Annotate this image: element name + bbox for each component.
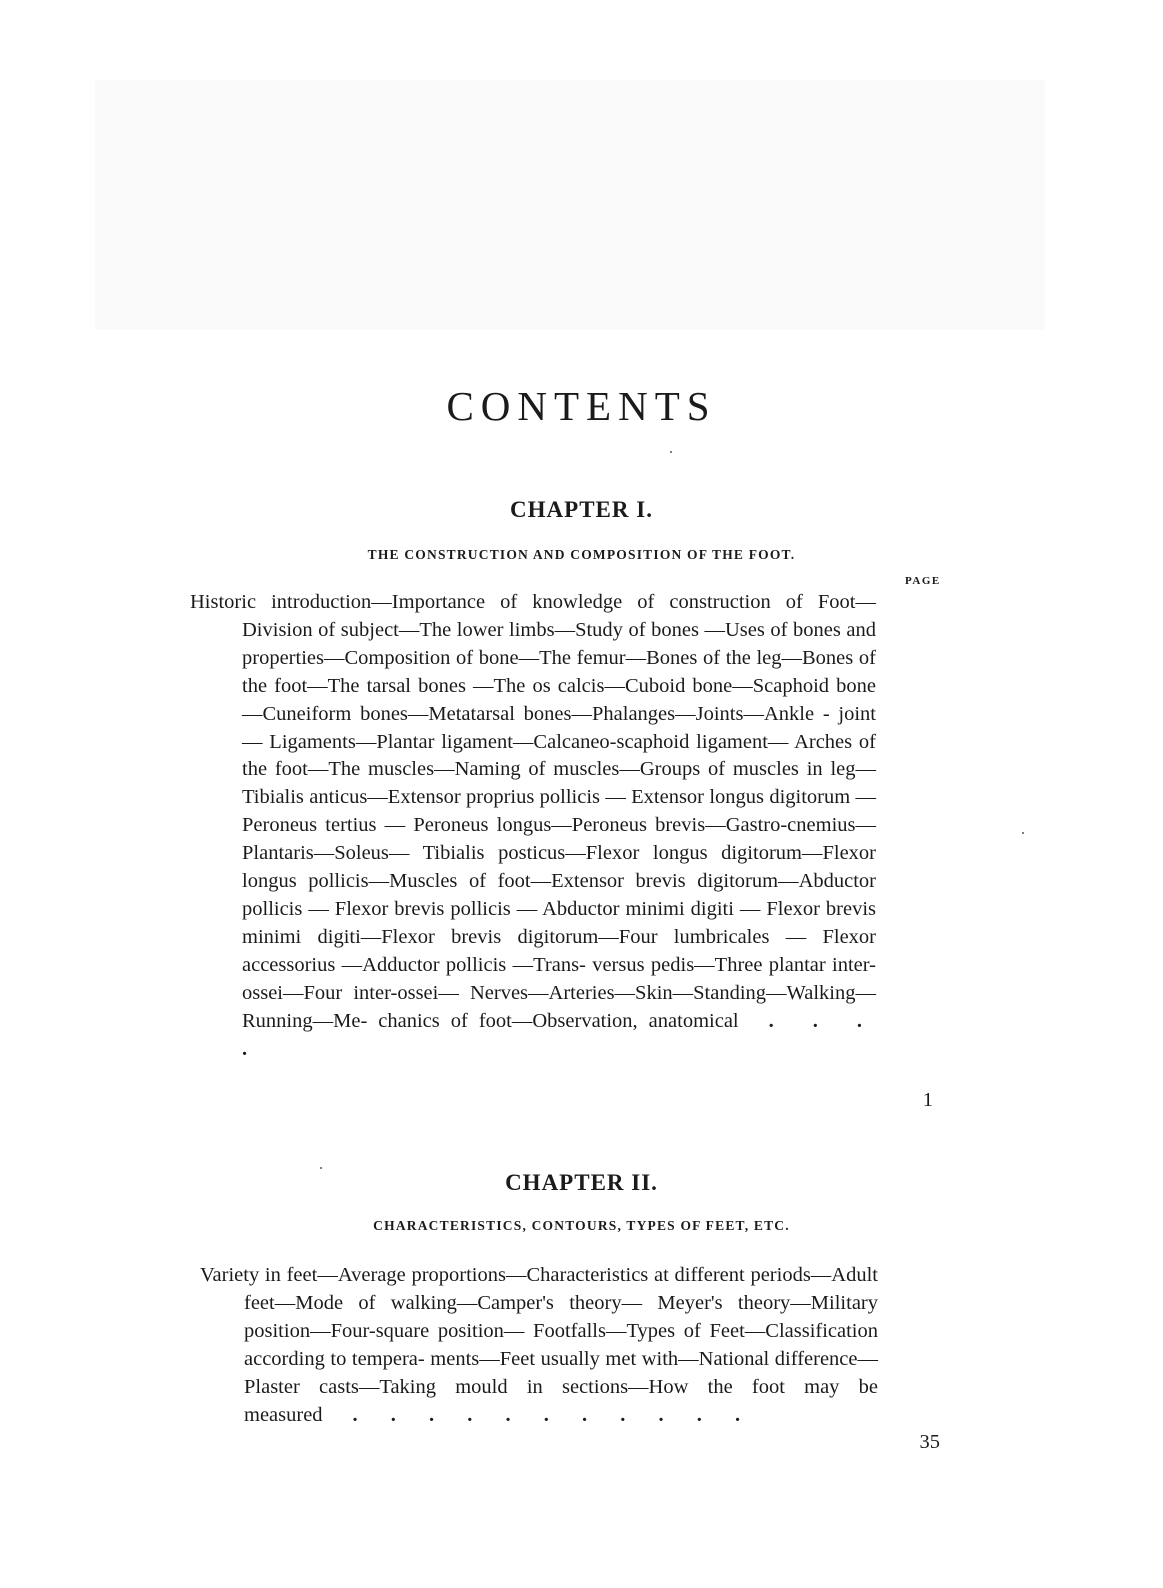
chapter-2-subtitle: CHARACTERISTICS, CONTOURS, TYPES OF FEET, ETC. xyxy=(373,1218,790,1233)
chapter-1-subtitle: THE CONSTRUCTION AND COMPOSITION OF THE FOOT. xyxy=(367,547,796,562)
chapter-2-page-number: 35 xyxy=(919,1431,940,1453)
chapter-1-summary-text: Historic introduction—Importance of knowledge of construction of Foot—Division of subject—The lower limbs—Study of bones —Uses of bones and properties—Composition of bone—The femur—Bones of the leg—Bones of the foot—The tarsal bones —The os calcis—Cuboid bone—Scaphoid bone—Cuneiform bones—Metatarsal bones—Phalanges—Joints—Ankle - joint— Ligaments—Plantar ligament—Calcaneo-scaphoid ligament— Arches of the foot—The muscles—Naming of muscles—Groups of muscles in leg—Tibialis anticus—Extensor proprius pollicis — Extensor longus digitorum — Peroneus tertius — Peroneus longus—Peroneus brevis—Gastro-cnemius—Plantaris—Soleus— Tibialis posticus—Flexor longus digitorum—Flexor longus pollicis—Muscles of foot—Extensor brevis digitorum—Abductor pollicis — Flexor brevis pollicis — Abductor minimi digiti — Flexor brevis minimi digiti—Flexor brevis digitorum—Four lumbricales — Flexor accessorius —Adductor pollicis —Trans- versus pedis—Three plantar inter-ossei—Four inter-ossei— Nerves—Arteries—Skin—Standing—Walking—Running—Me- chanics of foot—Observation, anatomical xyxy=(190,591,876,1032)
scan-speck xyxy=(320,1167,322,1169)
chapter-1-heading: CHAPTER I. xyxy=(510,497,653,522)
chapter-2-leader: . . . . . . . . . . . xyxy=(352,1403,755,1426)
chapter-2-summary-text: Variety in feet—Average proportions—Characteristics at different periods—Adult feet—Mode of walking—Camper's theory— Meyer's theory—Military position—Four-square position— Footfalls—Types of Feet—Classification according to tempera- ments—Feet usually met with—National difference—Plaster casts—Taking mould in sections—How the foot may be measured xyxy=(200,1264,878,1426)
chapter-1-summary xyxy=(190,589,876,1063)
chapter-2-summary xyxy=(200,1262,878,1429)
page-title: CONTENTS xyxy=(446,383,717,429)
scan-shading xyxy=(95,80,1045,330)
scan-speck xyxy=(1022,832,1024,834)
chapter-2-heading: CHAPTER II. xyxy=(505,1170,658,1195)
chapter-1-page-number: 1 xyxy=(922,1089,933,1111)
chapter-1-leader: . . . . xyxy=(242,1009,877,1060)
page-column-label: PAGE xyxy=(905,575,941,587)
scan-speck xyxy=(670,451,672,453)
